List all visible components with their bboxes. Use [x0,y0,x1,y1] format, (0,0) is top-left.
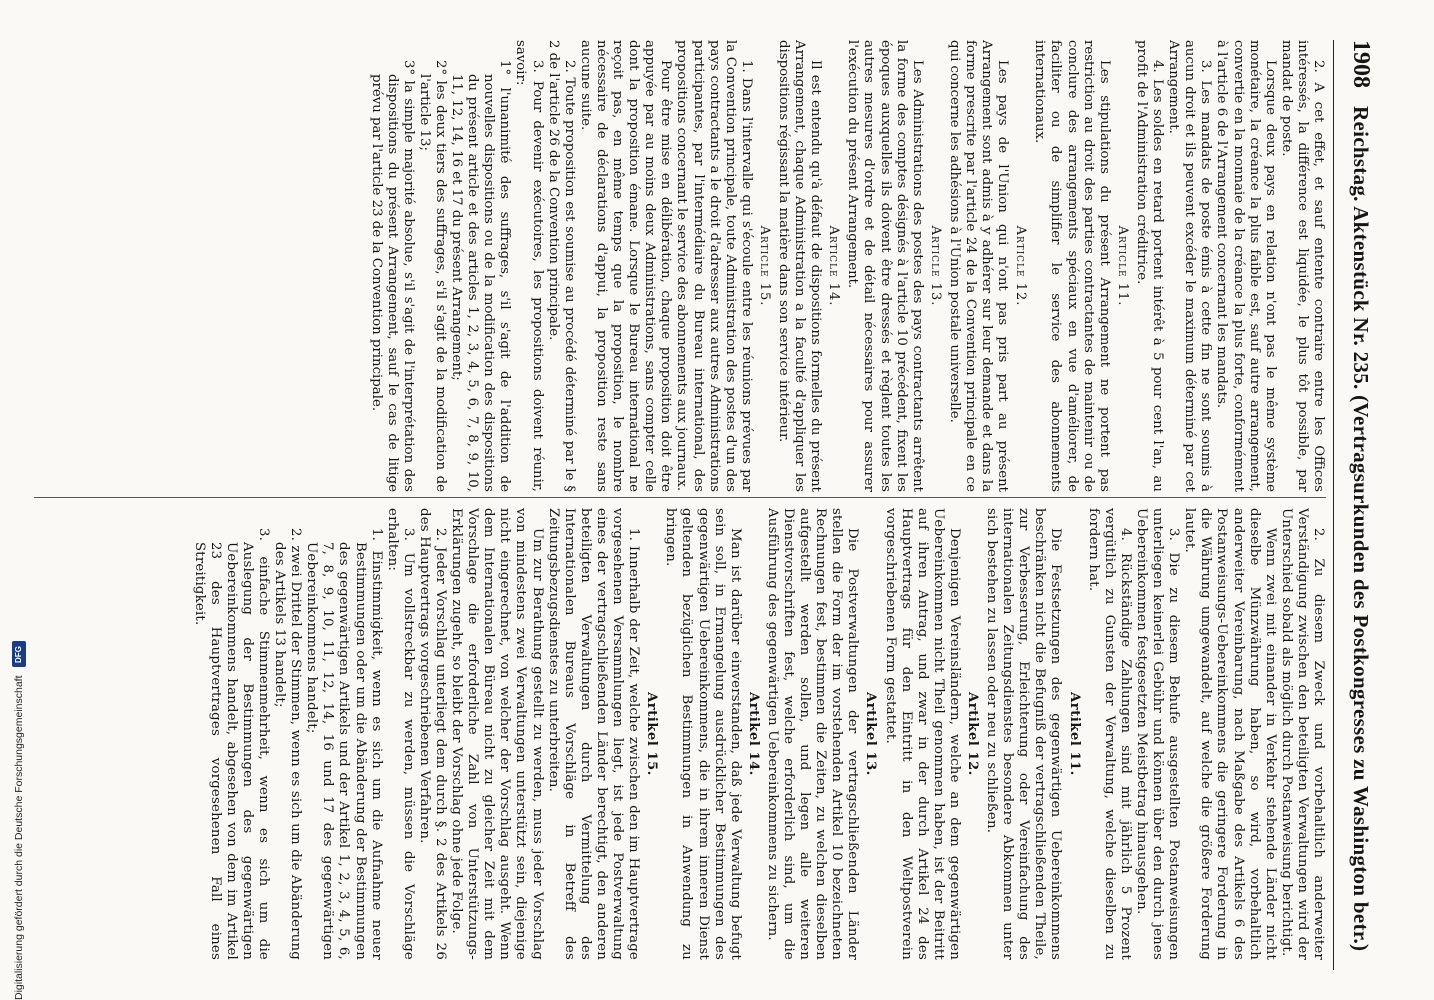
article-heading: Artikel 13. [863,692,879,776]
list-item: 3. einfache Stimmenmehrheit, wenn es sich um die Auslegung der Bestimmungen des gegenwärtigen Uebereinkommens handelt, abgesehen von dem im Artikel 23 des Hauptvertrages vorgesehenen Fall eines Streitigkeit. [191,528,271,960]
list-item: 1. Einstimmigkeit, wenn es sich um die Aufnahme neuer Bestimmungen oder um die Abänderung der Bestimmungen des gegenwärtigen Artikels und der Artikel 1, 2, 3, 4, 5, 6, 7, 8, 9, 10, 11, 12, 14, 16 und 17 des gegenwärtigen Uebereinkommens handelt; [304,528,384,960]
article-heading: Article 11. [1114,225,1130,307]
running-head: Reichstag. Aktenstück Nr. 235. (Vertragsurkunden des Postkongresses zu Washington betr.) [1349,106,1373,952]
article-heading: Article 14. [826,225,842,307]
paragraph: 3. Die zu diesem Behufe ausgestellten Postanweisungen unterliegen keinerlei Gebühr und können über den durch jenes Uebereinkommen festgesetzten Meistbetrag hinausgehen. [1133,508,1182,960]
paragraph: Man ist darüber einverstanden, daß jede Verwaltung befugt sein soll, in Ermangelung ausdrücklicher Bestimmungen des gegenwärtigen Uebereinkommens, die in ihrem inneren Dienst geltenden bezüglichen Bestimmungen in Anwendung zu bringen. [663,508,743,960]
paragraph: 2. Zu diesem Zweck und vorbehaltlich anderweiter Verständigung zwischen den beteiligten Verwaltungen wird der Unterschied sobald als möglich durch Postanweisung berichtigt. [1278,508,1326,960]
paragraph: Um zur Berathung gestellt zu werden, muss jeder Vorschlag von mindestens zwei Verwaltungen unterstützt sein, diejenige nicht eingerechnet, von welcher der Vorschlag ausgeht. Wenn dem Internationalen Büreau nicht zu gleicher Zeit mit dem Vorschlage die erforderliche Zahl von Unterstützungs-Erklärungen zugeht, so bleibt der Vorschlag ohne jede Folge. [449,508,545,960]
paragraph: 2. A cet effet, et sauf entente contraire entre les Offices intéressés, la différence est liquidée, le plus tôt possible, par mandat de poste. [1278,40,1326,492]
french-column [34,40,1326,492]
paragraph: Die Postverwaltungen der vertragschließenden Länder stellen die Form der im vorstehenden Artikel 10 bezeichneten Rechnungen fest, bestimmen die Zeiten, zu welchen dieselben aufgestellt werden sollen, und legen alle weiteren Dienstvorschriften fest, welche erforderlich sind, um die Ausführung des gegenwärtigen Uebereinkommens zu sichern. [764,508,861,960]
list-item: 3° la simple majorité absolue, s'il s'agit de l'interprétation des dispositions du présent Arrangement, sauf le cas de litige prévu par l'article 23 de la Convention principale. [368,60,416,492]
paragraph: Les Administrations des postes des pays contractants arrêtent la forme des comptes désignés à l'article 10 précédent, fixent les époques auxquelles ils doivent être dressés et règlent toutes les autres mesures d'ordre et de détail nécessaires pour assurer l'exécution du présent Arrangement. [845,40,925,492]
paragraph: Pour être mise en délibération, chaque proposition doit être appuyée par au moins deux Administrations, sans compter celle dont la proposition émane. Lorsque le Bureau international ne reçoit pas, en même temps que la proposition, le nombre nécessaire de déclarations d'appui, la proposition reste sans aucune suite. [577,40,674,492]
footer-credit: Digitalisierung gefördert durch die Deutsche Forschungsgemeinschaft [13,675,25,1000]
paragraph: 3. Les mandats de poste émis à cette fin ne sont soumis à aucun droit et ils peuvent excéder le maximum déterminé par cet Arrangement. [1166,40,1214,492]
column-divider [34,497,1326,498]
paragraph: Wenn zwei mit einander in Verkehr stehende Länder nicht dieselbe Münzwährung haben, so wird, vorbehaltlich anderweiter Vereinbarung, nach Maßgabe des Artikels 6 des Postanweisungs-Uebereinkommens die geringere Forderung in die Währung umgewandelt, auf welche die größere Forderung lautet. [1182,508,1278,960]
list-item: 1° l'unanimité des suffrages, s'il s'agit de l'addition de nouvelles dispositions ou de la modification des dispositions du présent article et des articles 1, 2, 3, 4, 5, 6, 7, 8, 9, 10, 11, 12, 14, 16 et 17 du présent Arrangement; [449,60,513,492]
paragraph: 1. Innerhalb der Zeit, welche zwischen den im Hauptvertrage vorgesehenen Versammlungen liegt, ist jede Postverwaltung eines der vertragschließenden Länder berechtigt, den anderen beteiligten Verwaltungen durch Vermittelung des Internationalen Bureaus Vorschläge in Betreff des Zeitungsbezugsdienstes zu unterbreiten. [545,508,642,960]
article-heading: Artikel 15. [644,692,660,776]
article-heading: Article 15. [756,225,772,307]
paragraph: 2. Toute proposition est soumise au procédé déterminé par le § 2 de l'article 26 de la Convention principale. [545,40,577,492]
article-heading: Artikel 12. [965,692,981,776]
paragraph: Die Festsetzungen des gegenwärtigen Uebereinkommens beschränken nicht die Befugniß der vertragschließenden Theile, zur Verbesserung, Erleichterung oder Vereinfachung des internationalen Zeitungsdienstes besondere Abkommen unter sich bestehen zu lassen oder neu zu schließen. [984,508,1064,960]
paragraph: Les stipulations du présent Arrangement ne portent pas restriction au droit des parties contractantes de maintenir ou de conclure des arrangements spéciaux en vue d'améliorer, de faciliter ou de simplifier le service des abonnements internationaux. [1032,40,1112,492]
article-heading: Artikel 11. [1066,692,1082,776]
paragraph: Denjenigen Vereinsländern, welche an dem gegenwärtigen Uebereinkommen nicht Theil genommen haben, ist der Beitritt auf ihren Antrag, und zwar in der durch Artikel 24 des Hauptvertrags für den Eintritt in den Weltpostverein vorgeschriebenen Form gestattet. [882,508,962,960]
article-heading: Article 12. [1013,225,1029,307]
paragraph: 4. Rückständige Zahlungen sind mit jährlich 5 Prozent vergütlich zu Gunsten der Verwaltung, welche dieselben zu fordern hat. [1085,508,1133,960]
paragraph: 4. Les soldes en retard portent intérêt à 5 pour cent l'an, au profit de l'Administration créditrice. [1133,40,1166,492]
paragraph: 2. Jeder Vorschlag unterliegt dem durch §. 2 des Artikels 26 des Hauptvertrags vorgeschriebenen Verfahren. [416,508,449,960]
dfg-logo: DFG [12,641,26,667]
article-heading: Article 13. [927,225,943,307]
article-heading: Artikel 14. [745,692,761,776]
page-header [1333,40,1374,970]
digitization-footer [8,0,30,1000]
paragraph: Il est entendu qu'à défaut de dispositions formelles du présent Arrangement, chaque Administration a la faculté d'appliquer les dispositions régissant la matière dans son service intérieur. [776,40,824,492]
paragraph: 3. Pour devenir exécutoires, les propositions doivent réunir, savoir: [513,40,545,492]
paragraph: 1. Dans l'intervalle qui s'écoule entre les réunions prévues par la Convention principale, toute Administration des postes d'un des pays contractants a le droit d'adresser aux autres Administrations participantes, par l'intermédiaire du Bureau international, des propositions concernant le service des abonnements aux journaux. [674,40,754,492]
paragraph: Lorsque deux pays en relation n'ont pas le même système monétaire, la créance la plus faible est, sauf autre arrangement, convertie en la monnaie de la créance la plus forte, conformément à l'article 6 de l'Arrangement concernant les mandats. [1214,40,1278,492]
german-column [34,508,1326,960]
list-item: 2° les deux tiers des suffrages, s'il s'agit de la modification de l'article 13; [416,60,449,492]
paragraph: Les pays de l'Union qui n'ont pas pris part au présent Arrangement sont admis à y adhérer sur leur demande et dans la forme prescrite par l'article 24 de la Convention principale en ce qui concerne les adhésions à l'Union postale universelle. [946,40,1011,492]
list-item: 2. zwei Drittel der Stimmen, wenn es sich um die Abänderung des Artikels 13 handelt; [272,528,304,960]
page-number: 1908 [1348,40,1374,88]
paragraph: 3. Um vollstreckbar zu werden, müssen die Vorschläge erhalten: [384,508,416,960]
